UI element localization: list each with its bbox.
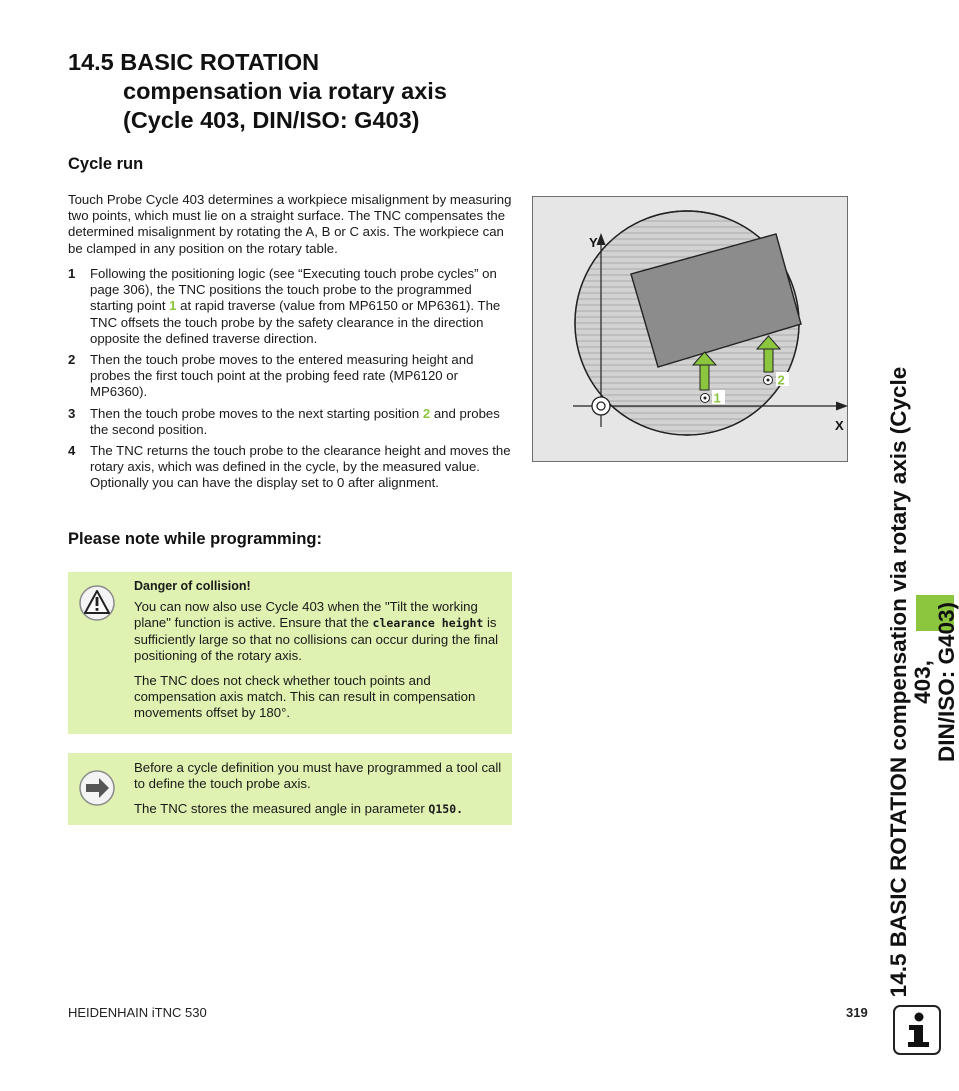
page-number: 319 <box>846 1005 868 1020</box>
list-item <box>68 406 513 438</box>
note-text: Before a cycle definition you must have programmed a tool call to define the touch probe axis. <box>134 760 502 792</box>
step-number: 1 <box>68 266 76 281</box>
code-term: clearance height <box>372 616 484 631</box>
arrow-right-icon <box>78 769 116 807</box>
warning-note <box>68 572 512 734</box>
warning-text: You can now also use Cycle 403 when the "Tilt the working plane" function is active. Ensure that the clearance height is sufficiently large so that no collisions can occur during the final positioning of the rotary axis. <box>134 599 499 663</box>
step-text: Then the touch probe moves to the entered measuring height and probes the first touch point at the probing feed rate (MP6120 or MP6360). <box>90 352 474 400</box>
step-text: The TNC returns the touch probe to the clearance height and moves the rotary axis, which was defined in the cycle, by the measured value. Optionally you can have the display set to 0 after alignment. <box>90 443 511 491</box>
point-ref: 1 <box>169 298 177 314</box>
point-1-label: 1 <box>713 390 721 406</box>
x-axis-label: X <box>835 418 844 433</box>
list-item <box>68 352 513 401</box>
point-2-label: 2 <box>777 372 785 388</box>
step-text: Following the positioning logic (see “Executing touch probe cycles” on page 306), the TNC positions the touch probe to the programmed starting point 1 at rapid traverse (value from MP6150 or MP6361). The TNC offsets the touch probe by the safety clearance in the direction opposite the defined traverse direction. <box>90 266 501 346</box>
x-axis-arrow <box>836 402 848 411</box>
title-line-2: compensation via rotary axis <box>123 78 447 104</box>
list-item <box>68 266 513 347</box>
info-note <box>68 753 512 825</box>
intro-paragraph: Touch Probe Cycle 403 determines a workpiece misalignment by measuring two points, which must lie on a straight surface. The TNC compensates the determined misalignment by rotating the A, B or C axis. The workpiece can be clamped in any position on the rotary table. <box>68 192 512 256</box>
title-line-1: 14.5 BASIC ROTATION <box>68 49 320 75</box>
step-number: 3 <box>68 405 76 421</box>
title-line-3: (Cycle 403, DIN/ISO: G403) <box>123 107 420 133</box>
side-title-line-1: 14.5 BASIC ROTATION compensation via rotary axis (Cycle 403, <box>886 366 935 998</box>
point-ref: 2 <box>422 405 431 421</box>
parameter-code: Q150. <box>428 802 464 817</box>
list-item <box>68 443 513 492</box>
warning-triangle-icon <box>78 584 116 622</box>
step-number: 2 <box>68 352 76 368</box>
warning-text: The TNC does not check whether touch points and compensation axis match. This can result in compensation movements offset by 180°. <box>134 673 476 721</box>
warning-title: Danger of collision! <box>134 579 251 593</box>
note-text: The TNC stores the measured angle in parameter Q150. <box>134 801 464 817</box>
step-number: 4 <box>68 443 76 459</box>
side-title-line-2: DIN/ISO: G403) <box>934 601 959 763</box>
step-text: Then the touch probe moves to the next starting position 2 and probes the second position. <box>90 405 500 437</box>
diagram-svg <box>533 197 849 463</box>
y-axis-arrow <box>597 233 606 245</box>
datum-icon <box>592 397 610 415</box>
y-axis-label: Y <box>589 235 598 250</box>
section-heading-programming: Please note while programming: <box>68 530 322 548</box>
steps-list <box>68 266 513 497</box>
info-icon <box>893 1005 941 1055</box>
page-title <box>68 48 528 135</box>
section-heading-cycle-run: Cycle run <box>68 155 144 173</box>
cycle-diagram <box>532 196 848 462</box>
footer-product: HEIDENHAIN iTNC 530 <box>68 1005 207 1020</box>
